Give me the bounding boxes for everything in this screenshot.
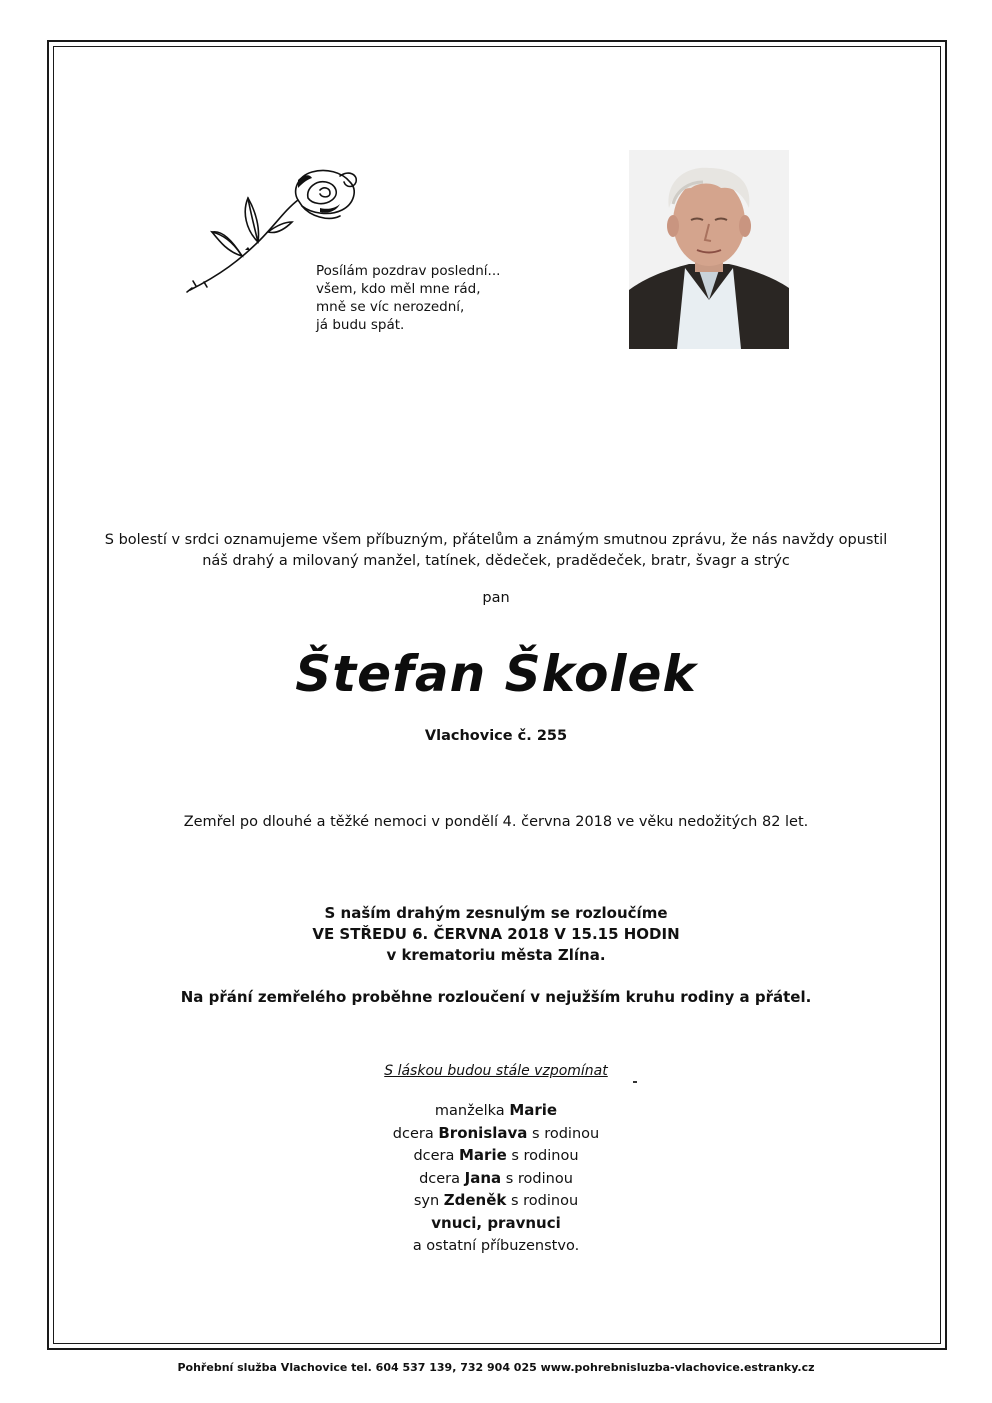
farewell-info [0,903,992,966]
farewell-line-3: v krematoriu města Zlína. [386,946,606,964]
portrait-image [629,150,789,349]
mourner-item: vnuci, pravnuci [431,1213,561,1232]
farewell-line-1: S naším drahým zesnulým se rozloučíme [324,904,668,922]
funeral-service-footer: Pohřební služba Vlachovice tel. 604 537 139, 732 904 025 www.pohrebnisluzba-vlachovice.estranky.cz [177,1361,815,1374]
poem-line: já budu spát. [316,317,405,333]
mourner-item: a ostatní příbuzenstvo. [412,1238,580,1254]
honorific: pan [482,590,510,606]
death-notice: Zemřel po dlouhé a těžké nemoci v pondělí 4. června 2018 ve věku nedožitých 82 let. [183,814,809,830]
deceased-name: Štefan Školek [295,645,697,703]
mourner-item: manželka Marie [434,1101,558,1119]
mourner-item: dcera Bronislava s rodinou [392,1123,600,1142]
poem-line: mně se víc nerozední, [316,299,465,315]
mourners-list [0,1100,992,1258]
farewell-wish: Na přání zemřelého proběhne rozloučení v nejužším kruhu rodiny a přátel. [180,988,812,1006]
intro-line-1: S bolestí v srdci oznamujeme všem příbuzným, přátelům a známým smutnou zprávu, že nás navždy opustil [104,532,888,548]
mourner-item: syn Zdeněk s rodinou [413,1191,579,1209]
deceased-address: Vlachovice č. 255 [424,728,568,744]
poem [316,262,536,334]
intro-line-2: náš drahý a milovaný manžel, tatínek, dědeček, pradědeček, bratr, švagr a strýc [202,553,790,569]
announcement-intro [0,530,992,572]
farewell-line-2: VE STŘEDU 6. ČERVNA 2018 V 15.15 HODIN [312,925,680,943]
poem-line: všem, kdo měl mne rád, [316,281,481,297]
mourner-item: dcera Marie s rodinou [413,1146,579,1164]
portrait-photo [629,150,789,349]
poem-line: Posílám pozdrav poslední... [316,263,501,279]
stray-mark [633,1081,637,1083]
mourner-item: dcera Jana s rodinou [419,1168,573,1187]
remember-heading: S láskou budou stále vzpomínat [384,1063,608,1079]
